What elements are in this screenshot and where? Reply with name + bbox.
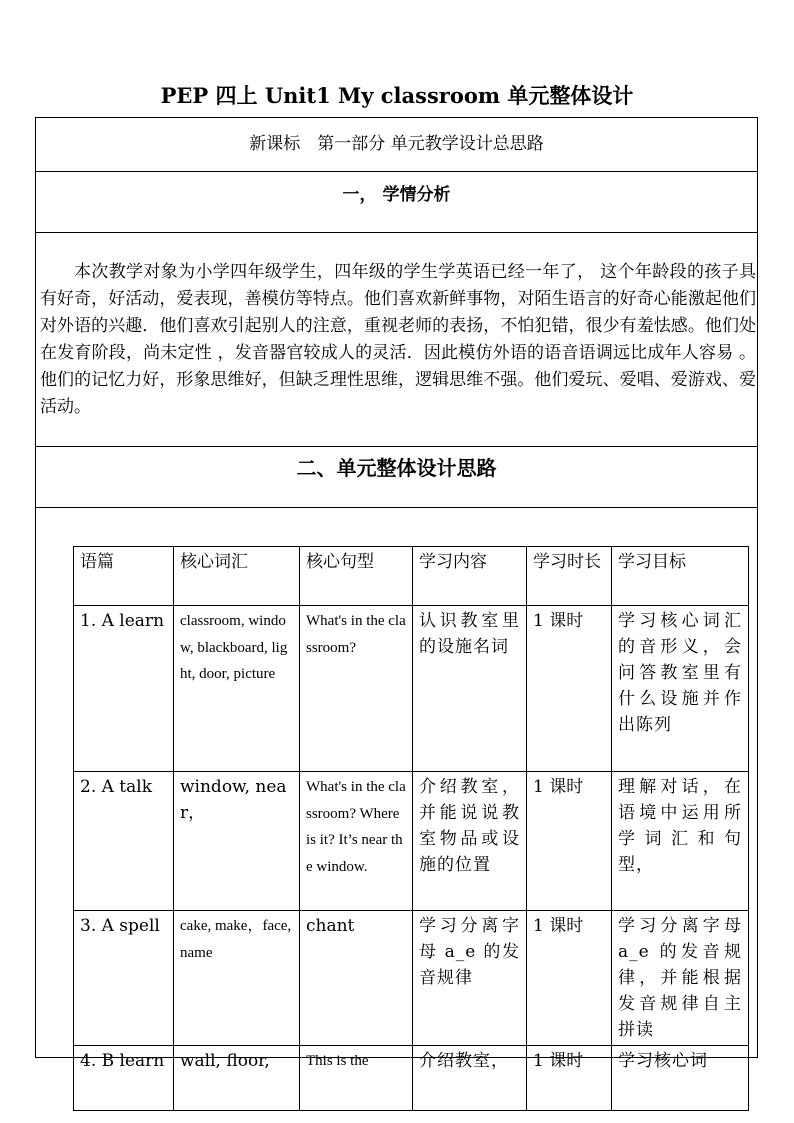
vocab-cell: wall, floor, [174,1046,300,1111]
content-cell: 认识教室里的设施名词 [413,606,527,772]
goal-cell: 理解对话，在语境中运用所学词汇和句型， [612,772,749,911]
document-title: PEP 四上 Unit1 My classroom 单元整体设计 [160,83,634,108]
divider [36,507,757,508]
divider [36,446,757,447]
vocab-cell: window, near， [174,772,300,911]
vocab-cell: classroom, window, blackboard, light, door, picture [174,606,300,772]
section1-heading: 一， 学情分析 [342,185,451,205]
duration-cell: 1 课时 [527,911,612,1046]
table-header-row [74,547,749,606]
table-row [74,1046,749,1111]
header-cell: 核心词汇 [174,547,300,606]
goal-cell: 学习核心词 [612,1046,749,1111]
table-row [74,911,749,1046]
header-cell: 语篇 [74,547,174,606]
header-cell: 学习目标 [612,547,749,606]
table-row [74,606,749,772]
divider [36,232,757,233]
content-cell: 介绍教室， [413,1046,527,1111]
part-heading: 新课标 第一部分 单元教学设计总思路 [249,134,544,154]
duration-cell: 1 课时 [527,772,612,911]
pattern-cell: chant [300,911,413,1046]
duration-cell: 1 课时 [527,606,612,772]
unit-plan-table [73,546,749,1111]
duration-cell: 1 课时 [527,1046,612,1111]
design-frame [35,117,758,1071]
pattern-cell: What's in the classroom? Where is it? It’s near the window. [300,772,413,911]
text-cell: 3. A spell [74,911,174,1046]
divider [36,171,757,172]
text-cell: 1. A learn [74,606,174,772]
header-cell: 核心句型 [300,547,413,606]
vocab-cell: cake, make，face, name [174,911,300,1046]
goal-cell: 学习分离字母 a_e 的发音规律，并能根据发音规律自主拼读 [612,911,749,1046]
section2-heading: 二、单元整体设计思路 [296,456,497,480]
text-cell: 4. B learn [74,1046,174,1111]
text-cell: 2. A talk [74,772,174,911]
header-cell: 学习时长 [527,547,612,606]
goal-cell: 学习核心词汇的音形义，会问答教室里有什么设施并作出陈列 [612,606,749,772]
content-cell: 学习分离字母 a_e 的发音规律 [413,911,527,1046]
header-cell: 学习内容 [413,547,527,606]
content-cell: 介绍教室，并能说说教室物品或设施的位置 [413,772,527,911]
learner-analysis-paragraph: 本次教学对象为小学四年级学生，四年级的学生学英语已经一年了， 这个年龄段的孩子具有好奇，好活动，爱表现，善模仿等特点。他们喜欢新鲜事物，对陌生语言的好奇心能激起他们对外语的兴趣．他们喜欢引起别人的注意，重视老师的表扬，不怕犯错，很少有羞怯感。他们处在发育阶段，尚未定性 ，发音器官较成人的灵活．因此模仿外语的语音语调远比成年人容易 。他们的记忆力好，形象思维好，但缺乏理性思维，逻辑思维不强。他们爱玩、爱唱、爱游戏、爱活动。 [40,262,756,417]
pattern-cell: This is the [300,1046,413,1111]
table-row [74,772,749,911]
pattern-cell: What's in the classroom? [300,606,413,772]
